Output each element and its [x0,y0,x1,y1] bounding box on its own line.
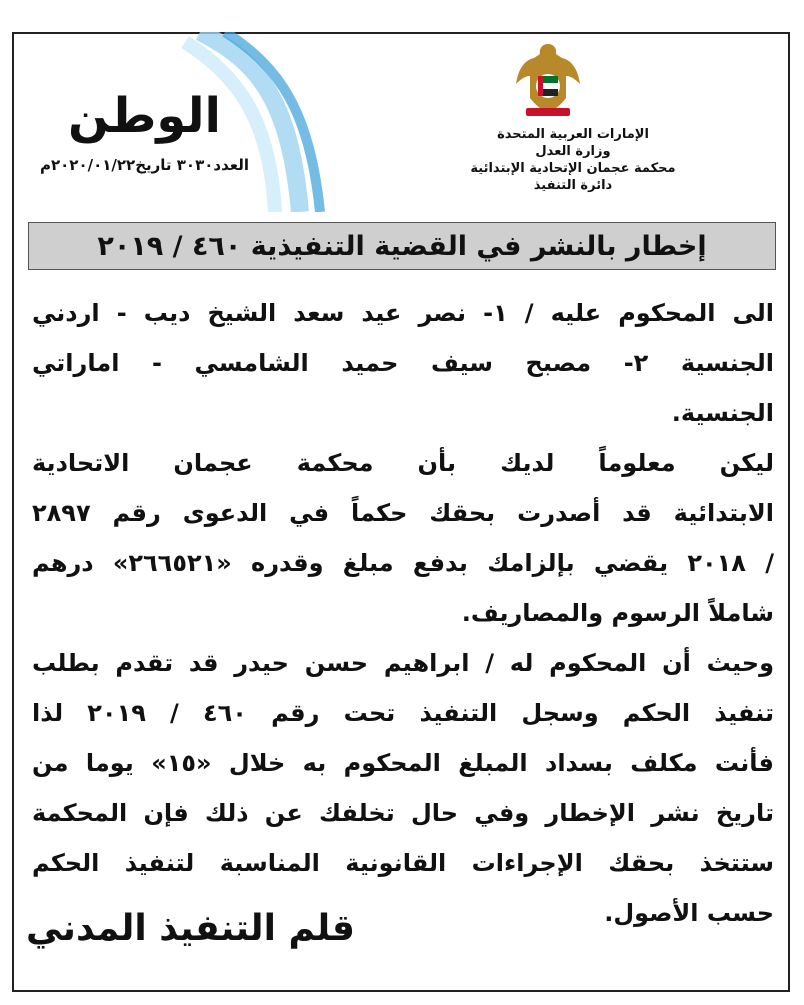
notice-title-bar [28,222,776,270]
notice-line: / ٢٠١٨ يقضي بإلزامك بدفع مبلغ وقدره «٢٦٦٥٢١» درهم [32,549,774,577]
notice-line: فأنت مكلف بسداد المبلغ المحكوم به خلال «١٥» يوما من [32,749,774,777]
notice-line: ليكن معلوماً لديك بأن محكمة عجمان الاتحادية [32,449,774,477]
country-name: الإمارات العربية المتحدة [497,127,649,142]
notice-line: تنفيذ الحكم وسجل التنفيذ تحت رقم ٤٦٠ / ٢٠١٩ لذا [32,699,774,727]
notice-title: إخطار بالنشر في القضية التنفيذية ٤٦٠ / ٢٠١٩ [97,230,707,262]
issuing-authority [468,126,678,194]
notice-line: وحيث أن المحكوم له / ابراهيم حسن حيدر قد تقدم بطلب [32,649,774,677]
notice-line: الى المحكوم عليه / ١- نصر عيد سعد الشيخ ديب - اردني [32,299,774,327]
ministry-name: وزارة العدل [535,144,611,159]
notice-body [32,288,774,938]
notice-line: شاملاً الرسوم والمصاريف. [461,599,774,627]
notice-line: الجنسية ٢- مصبح سيف حميد الشامسي - اماراتي [32,349,774,377]
department-name: دائرة التنفيذ [533,178,613,193]
issue-date: العدد٣٠٣٠ تاريخ٢٠٢٠/٠١/٢٢م [40,156,250,174]
notice-line: الابتدائية قد أصدرت بحقك حكماً في الدعوى رقم ٢٨٩٧ [32,499,774,527]
notice-line: حسب الأصول. [604,899,774,927]
notice-line: تاريخ نشر الإخطار وفي حال تخلفك عن ذلك فإن المحكمة [32,799,774,827]
court-name: محكمة عجمان الإتحادية الإبتدائية [470,161,676,176]
notice-line: الجنسية. [671,399,774,427]
signature: قلم التنفيذ المدني [26,908,355,949]
newspaper-logo: الوطن [68,88,221,144]
uae-falcon-emblem-icon [512,40,584,118]
notice-line: ستتخذ بحقك الإجراءات القانونية المناسبة لتنفيذ الحكم [32,849,774,877]
